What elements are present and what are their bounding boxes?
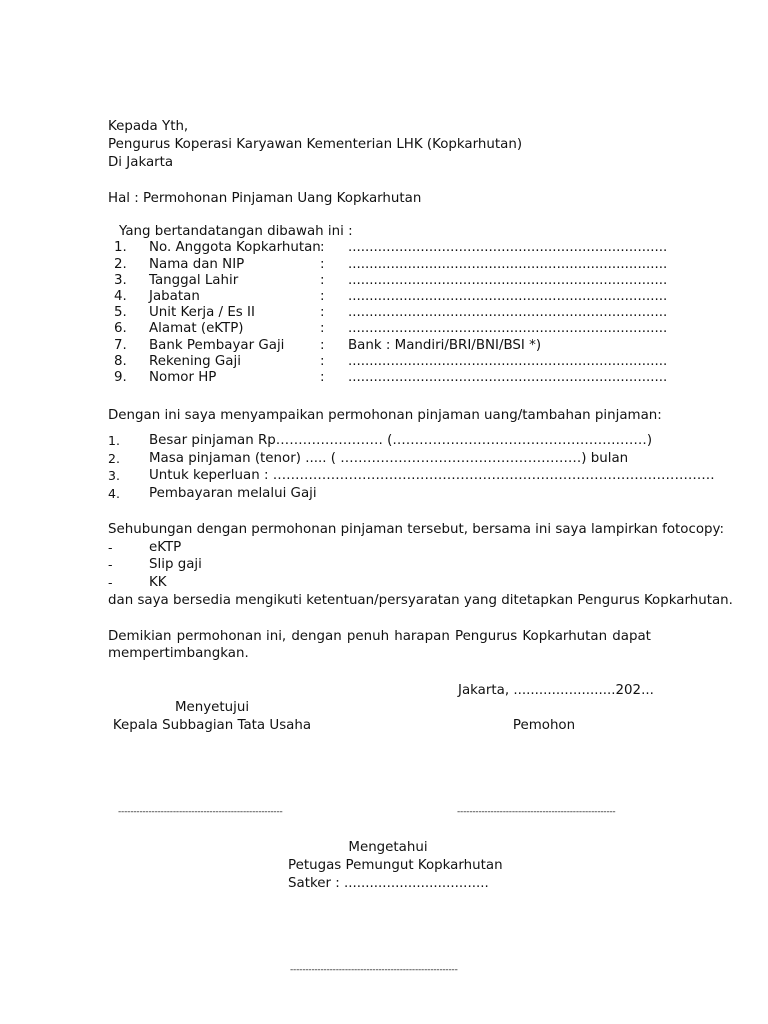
attachment-bullet: - bbox=[108, 540, 113, 555]
approve-signature-line: ------------------------------------------------------ bbox=[118, 807, 283, 817]
field-label: Bank Pembayar Gaji bbox=[149, 338, 285, 353]
field-number: 5. bbox=[114, 305, 127, 320]
field-number: 4. bbox=[114, 289, 127, 304]
field-label: No. Anggota Kopkarhutan bbox=[149, 240, 321, 255]
field-number: 8. bbox=[114, 354, 127, 369]
field-number: 1. bbox=[114, 240, 127, 255]
field-colon: : bbox=[320, 289, 325, 304]
attachments-intro: Sehubungan dengan permohonan pinjaman tersebut, bersama ini saya lampirkan fotocopy: bbox=[108, 522, 724, 537]
loan-item-number: 3. bbox=[108, 468, 120, 483]
field-label: Tanggal Lahir bbox=[149, 273, 239, 288]
field-number: 6. bbox=[114, 321, 127, 336]
field-colon: : bbox=[320, 354, 325, 369]
field-colon: : bbox=[320, 321, 325, 336]
loan-item-number: 1. bbox=[108, 433, 120, 448]
applicant-signature-line: ---------------------------------------------------- bbox=[457, 807, 616, 817]
field-value: ........................................................................... bbox=[348, 273, 668, 288]
closing-line-2: mempertimbangkan. bbox=[108, 646, 249, 661]
field-colon: : bbox=[320, 305, 325, 320]
approve-role: Kepala Subbagian Tata Usaha bbox=[112, 718, 312, 733]
loan-item-number: 2. bbox=[108, 451, 120, 466]
field-label: Nama dan NIP bbox=[149, 257, 245, 272]
field-colon: : bbox=[320, 257, 325, 272]
loan-item-text: Masa pinjaman (tenor) ..... ( ………………………………………………) bulan bbox=[149, 451, 629, 466]
loan-item-text: Untuk keperluan : ……………………………………………………………………………………… bbox=[149, 468, 715, 483]
field-colon: : bbox=[320, 370, 325, 385]
closing-word: Pengurus bbox=[454, 629, 518, 644]
field-value: Bank : Mandiri/BRI/BNI/BSI *) bbox=[348, 338, 542, 353]
field-number: 7. bbox=[114, 338, 127, 353]
recipient-place: Di Jakarta bbox=[108, 155, 174, 170]
attachment-text: Slip gaji bbox=[149, 557, 202, 572]
attachment-bullet: - bbox=[108, 575, 113, 590]
closing-paragraph bbox=[108, 628, 651, 662]
closing-word: dapat bbox=[612, 629, 651, 644]
field-value: ........................................................................... bbox=[348, 305, 668, 320]
field-number: 3. bbox=[114, 273, 127, 288]
field-value: ........................................................................... bbox=[348, 321, 668, 336]
letter-subject: Hal : Permohonan Pinjaman Uang Kopkarhutan bbox=[108, 191, 422, 206]
field-number: 2. bbox=[114, 257, 127, 272]
recipient-to: Kepada Yth, bbox=[108, 119, 189, 134]
field-label: Alamat (eKTP) bbox=[149, 321, 244, 336]
recipient-org: Pengurus Koperasi Karyawan Kementerian LHK (Kopkarhutan) bbox=[108, 137, 523, 152]
loan-item-number: 4. bbox=[108, 486, 120, 501]
field-value: ........................................................................... bbox=[348, 354, 668, 369]
closing-word: Demikian bbox=[108, 629, 172, 644]
field-colon: : bbox=[320, 240, 325, 255]
field-colon: : bbox=[320, 273, 325, 288]
closing-line-1 bbox=[108, 628, 651, 645]
closing-word: permohonan ini, bbox=[176, 629, 287, 644]
date-line: Jakarta, ........................202... bbox=[458, 683, 654, 698]
attachment-text: KK bbox=[149, 575, 167, 590]
field-colon: : bbox=[320, 338, 325, 353]
closing-word: harapan bbox=[394, 629, 450, 644]
compliance-statement: dan saya bersedia mengikuti ketentuan/persyaratan yang ditetapkan Pengurus Kopkarhutan. bbox=[108, 593, 733, 608]
attachment-bullet: - bbox=[108, 557, 113, 572]
field-value: ........................................................................... bbox=[348, 240, 668, 255]
acknowledge-role: Petugas Pemungut Kopkarhutan bbox=[288, 858, 503, 873]
identity-intro: Yang bertandatangan dibawah ini : bbox=[119, 224, 353, 239]
closing-word: penuh bbox=[346, 629, 390, 644]
attachment-text: eKTP bbox=[149, 540, 182, 555]
field-label: Nomor HP bbox=[149, 370, 217, 385]
satker-line: Satker : .................................. bbox=[288, 876, 489, 891]
field-value: ........................................................................... bbox=[348, 257, 668, 272]
closing-word: Kopkarhutan bbox=[522, 629, 608, 644]
closing-word: dengan bbox=[291, 629, 342, 644]
applicant-role: Pemohon bbox=[512, 718, 576, 733]
acknowledge-title: Mengetahui bbox=[348, 840, 428, 855]
field-value: ........................................................................... bbox=[348, 370, 668, 385]
approve-title: Menyetujui bbox=[174, 700, 250, 715]
field-label: Rekening Gaji bbox=[149, 354, 241, 369]
loan-intro: Dengan ini saya menyampaikan permohonan pinjaman uang/tambahan pinjaman: bbox=[108, 408, 662, 423]
field-value: ........................................................................... bbox=[348, 289, 668, 304]
acknowledge-signature-line: ------------------------------------------------------- bbox=[290, 965, 458, 975]
loan-item-text: Pembayaran melalui Gaji bbox=[149, 486, 317, 501]
field-number: 9. bbox=[114, 370, 127, 385]
field-label: Unit Kerja / Es II bbox=[149, 305, 255, 320]
loan-item-text: Besar pinjaman Rp…………………… (…………………………………………………) bbox=[149, 433, 653, 448]
field-label: Jabatan bbox=[149, 289, 200, 304]
